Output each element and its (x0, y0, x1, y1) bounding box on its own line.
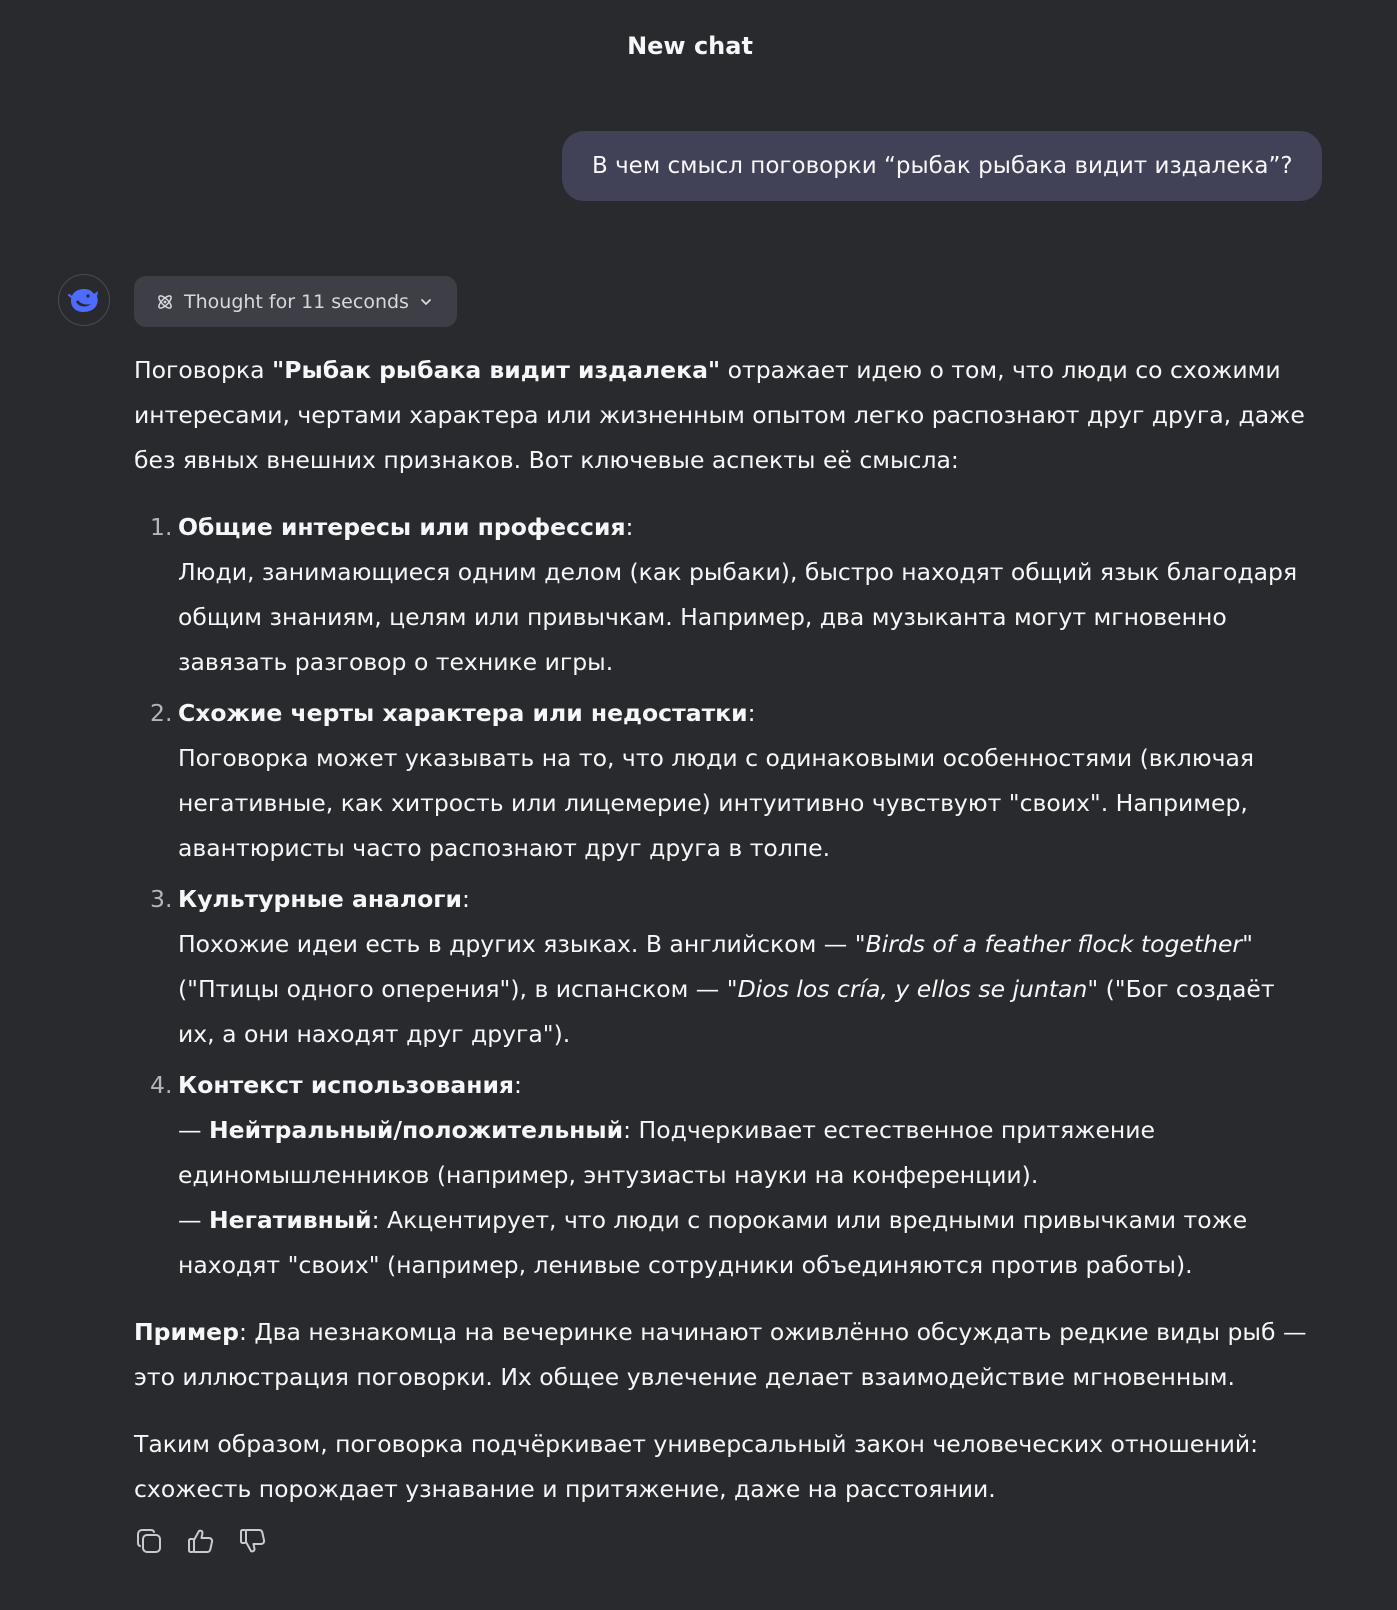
sub-dash: — (178, 1116, 209, 1144)
thumbs-up-icon (186, 1526, 216, 1556)
user-message-bubble: В чем смысл поговорки “рыбак рыбака видит издалека”? (562, 131, 1322, 201)
thumbs-down-icon (238, 1526, 268, 1556)
aspect-text: Поговорка может указывать на то, что люди с одинаковыми особенностями (включая негативные, как хитрость или лицемерие) интуитивно чувствуют "своих". Например, авантюристы часто распознают друг друга в толпе. (178, 744, 1255, 862)
spanish-proverb: "Dios los cría, y ellos se juntan" (726, 975, 1099, 1003)
sub-title-neutral: Нейтральный/положительный (208, 1116, 624, 1144)
answer-conclusion: Таким образом, поговорка подчёркивает универсальный закон человеческих отношений: схожесть порождает узнавание и притяжение, даже на расстоянии. (134, 1430, 1259, 1503)
aspect-text: ("Птицы одного оперения"), в испанском — (178, 975, 727, 1003)
dislike-button[interactable] (238, 1526, 268, 1556)
aspect-colon: : (514, 1071, 522, 1099)
aspect-colon: : (747, 699, 756, 727)
thought-label: Thought for 11 seconds (184, 290, 409, 313)
list-item (150, 1063, 1314, 1288)
intro-suffix: отражает идею о том, что люди со схожими интересами, чертами характера или жизненным опытом легко распознают друг друга, даже без явных внешних признаков. Вот ключевые аспекты её смысла: (134, 356, 1305, 474)
list-item (150, 505, 1314, 685)
aspect-text: Люди, занимающиеся одним делом (как рыбаки), быстро находят общий язык благодаря общим знаниям, целям или привычкам. Например, два музыканта могут мгновенно завязать разговор о технике игры. (178, 558, 1298, 676)
example-label: Пример (134, 1318, 239, 1346)
answer-example (134, 1310, 1314, 1400)
assistant-answer (134, 348, 1314, 1534)
aspect-text: ("Бог создаёт их, а они находят друг друга"). (178, 975, 1275, 1048)
copy-button[interactable] (134, 1526, 164, 1556)
list-number: 4. (150, 1071, 173, 1099)
chevron-down-icon (419, 295, 433, 309)
list-number: 1. (150, 513, 173, 541)
answer-intro (134, 348, 1314, 483)
aspect-title: Контекст использования (178, 1071, 514, 1099)
aspects-list (134, 505, 1314, 1288)
example-text: : Два незнакомца на вечеринке начинают оживлённо обсуждать редкие виды рыб — это иллюстрация поговорки. Их общее увлечение делает взаимодействие мгновенным. (134, 1318, 1307, 1391)
like-button[interactable] (186, 1526, 216, 1556)
sub-dash: — (178, 1206, 209, 1234)
aspect-title: Культурные аналоги (178, 885, 463, 913)
list-item (150, 691, 1314, 871)
deepseek-whale-icon (67, 285, 101, 315)
sub-text-negative: : Акцентирует, что люди с пороками или вредными привычками тоже находят "своих" (например, ленивые сотрудники объединяются против работы). (178, 1206, 1248, 1279)
intro-proverb: "Рыбак рыбака видит издалека" (271, 356, 721, 384)
message-actions (134, 1526, 268, 1556)
atom-icon (156, 293, 174, 311)
thought-toggle-button[interactable] (134, 276, 457, 327)
english-proverb: "Birds of a feather flock together" (854, 930, 1253, 958)
aspect-title: Общие интересы или профессия (178, 513, 626, 541)
copy-icon (134, 1526, 164, 1556)
intro-prefix: Поговорка (134, 356, 272, 384)
page-title: New chat (627, 32, 753, 60)
sub-text-neutral: : Подчеркивает естественное притяжение единомышленников (например, энтузиасты науки на конференции). (178, 1116, 1156, 1189)
aspect-text: Похожие идеи есть в других языках. В английском — (178, 930, 855, 958)
list-number: 3. (150, 885, 173, 913)
aspect-colon: : (625, 513, 634, 541)
list-number: 2. (150, 699, 173, 727)
sub-title-negative: Негативный (208, 1206, 372, 1234)
aspect-title: Схожие черты характера или недостатки (178, 699, 748, 727)
assistant-avatar (58, 274, 110, 326)
aspect-colon: : (462, 885, 470, 913)
list-item (150, 877, 1314, 1057)
